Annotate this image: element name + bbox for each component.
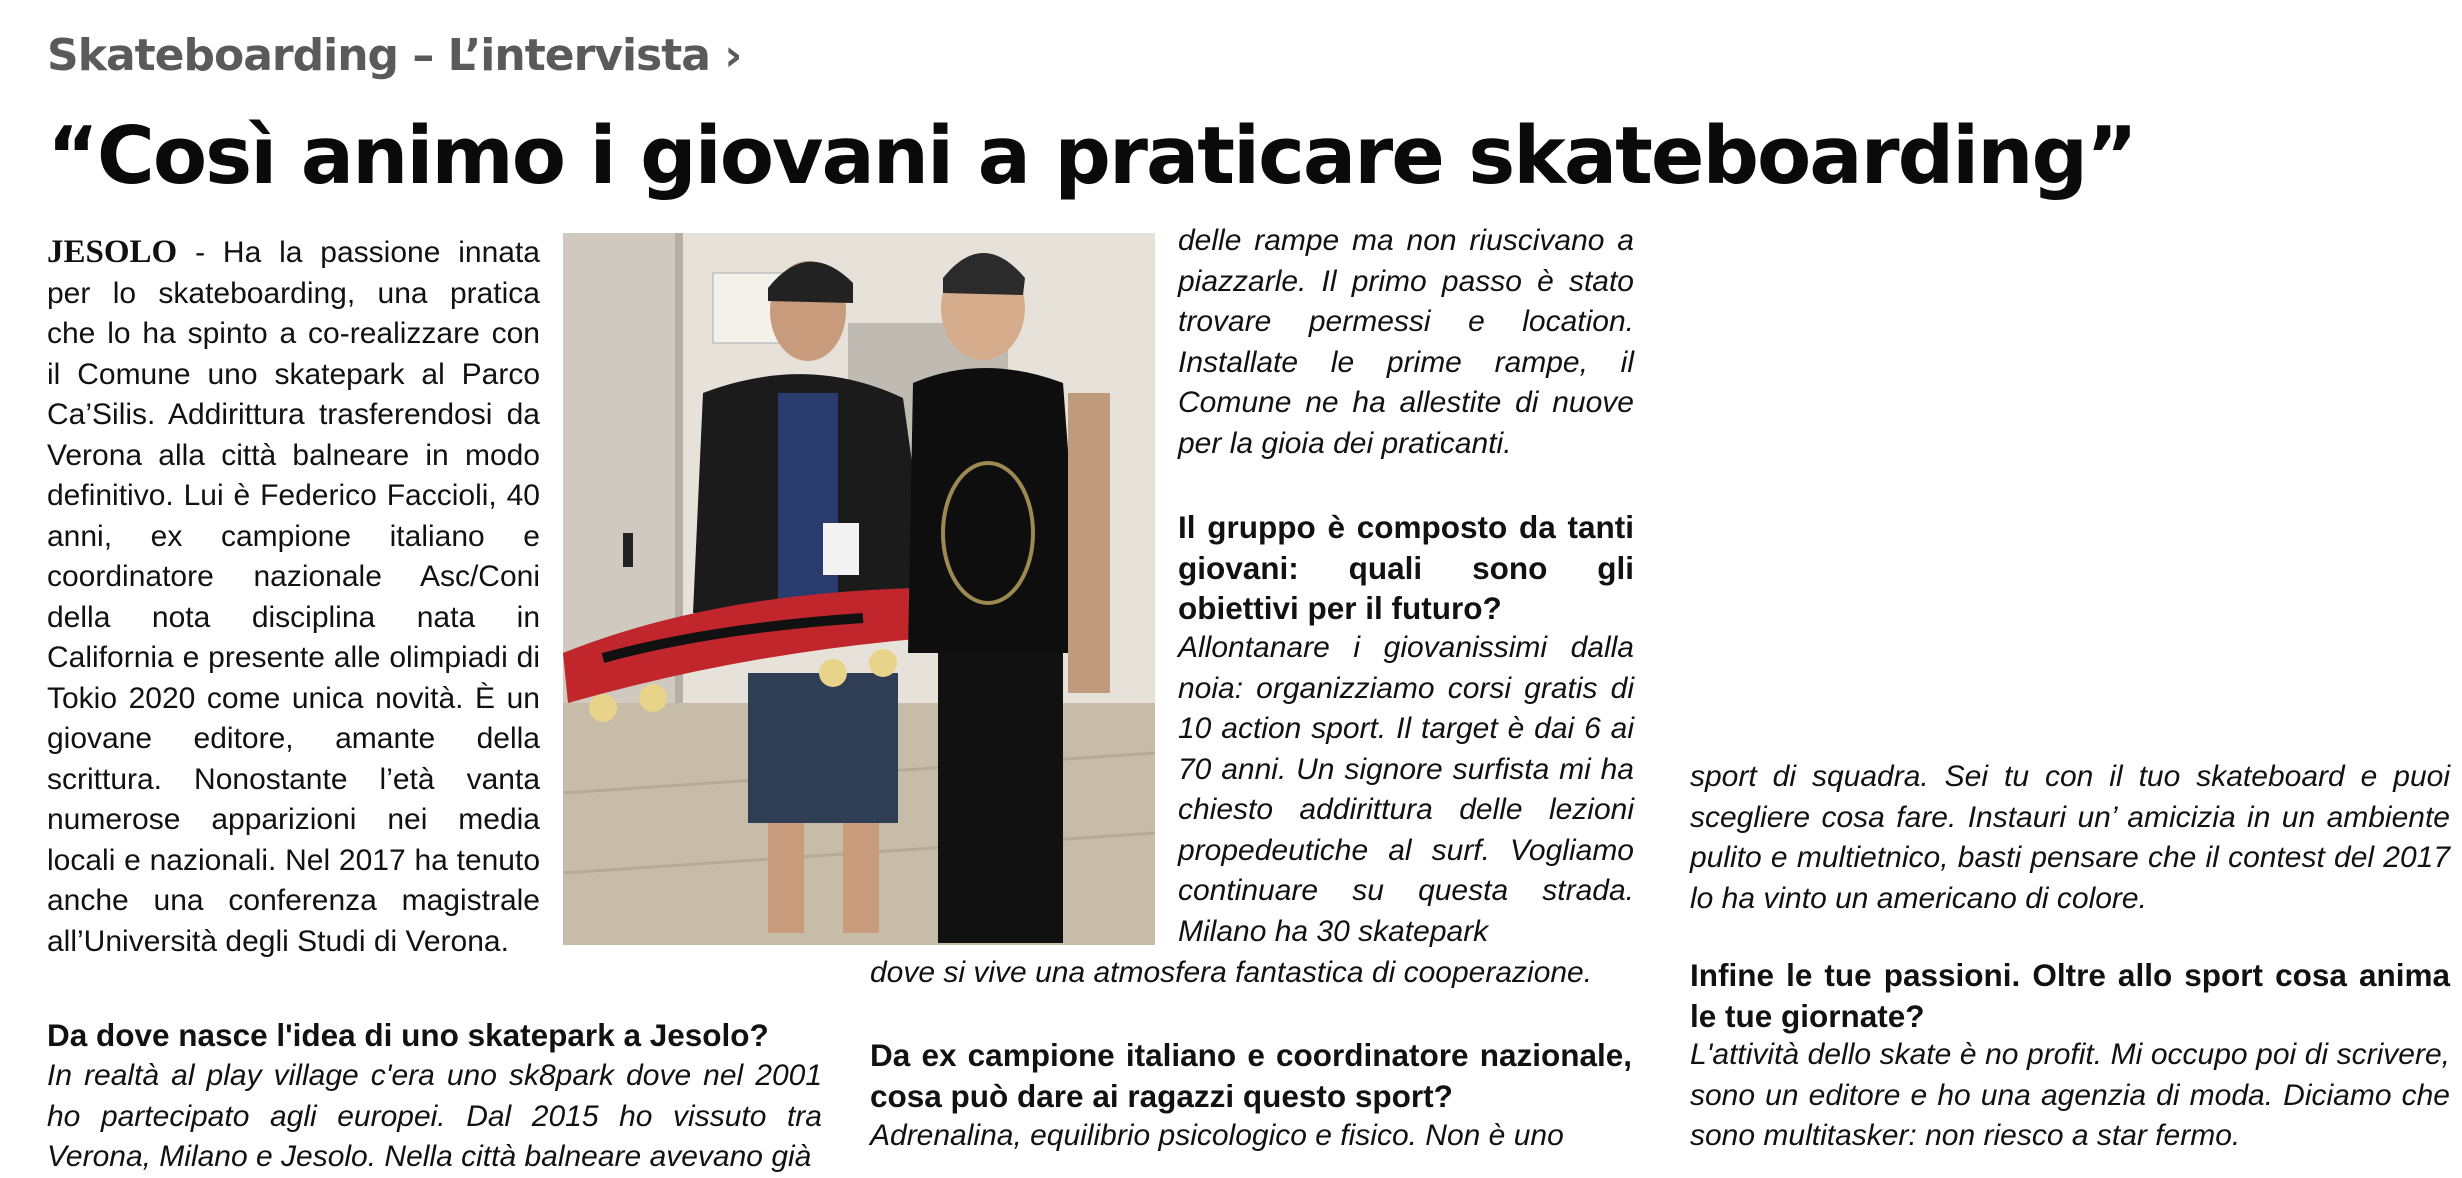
intro-text: - Ha la passione innata per lo skateboarding, una pratica che lo ha spinto a co-realizzare con il Comune uno skatepark al Parco Ca’Silis. Addirittura trasferendosi da Verona alla città balneare in modo definitivo. Lui è Federico Faccioli, 40 anni, ex campione italiano e coordinatore nazionale Asc/Coni della nota disciplina nata in California e presente alle olimpiadi di Tokio 2020 come unica novità. È un giovane editore, amante della scrittura. Nonostante l’età vanta numerose apparizioni nei media locali e nazionali. Nel 2017 ha tenuto anche una conferenza magistrale all’Università degli Studi di Verona. <box>47 236 540 958</box>
answer-4: L'attività dello skate è no profit. Mi occupo poi di scrivere, sono un editore e ho una agenzia di moda. Diciamo che sono multitasker: non riesco a star fermo. <box>1690 1038 2450 1152</box>
section-kicker: Skateboarding – L’intervista › <box>47 30 742 81</box>
answer-2-continued: dove si vive una atmosfera fantastica di cooperazione. <box>870 956 1593 989</box>
question-1: Da dove nasce l'idea di uno skatepark a Jesolo? <box>47 1017 769 1053</box>
answer-1-part-1: In realtà al play village c'era uno sk8park dove nel 2001 ho partecipato agli europei. Dal 2015 ho vissuto tra Verona, Milano e Jesolo. Nella città balneare avevano già <box>47 1059 822 1173</box>
question-2: Il gruppo è composto da tanti giovani: quali sono gli obiettivi per il futuro? <box>1178 509 1634 626</box>
answer-2: Allontanare i giovanissimi dalla noia: organizziamo corsi gratis di 10 action sport. Il target è dai 6 ai 70 anni. Un signore surfista mi ha chiesto addirittura delle lezioni propedeutiche al surf. Vogliamo continuare su questa strada. Milano ha 30 skatepark <box>1178 631 1634 948</box>
dateline: JESOLO <box>47 234 178 270</box>
intro-paragraph <box>47 232 540 962</box>
article-photo <box>563 233 1155 945</box>
article-headline: “Così animo i giovani a praticare skateboarding” <box>47 110 2136 202</box>
answer-3-part-2: sport di squadra. Sei tu con il tuo skateboard e puoi scegliere cosa fare. Instauri un’ amicizia in un ambiente pulito e multietnico, basti pensare che il contest del 2017 lo ha vinto un americano di colore. <box>1690 760 2450 915</box>
photo-illustration <box>563 233 1155 945</box>
question-3: Da ex campione italiano e coordinatore nazionale, cosa può dare ai ragazzi questo sport? <box>870 1037 1632 1114</box>
question-4: Infine le tue passioni. Oltre allo sport cosa anima le tue giornate? <box>1690 957 2450 1034</box>
answer-3-part-1: Adrenalina, equilibrio psicologico e fisico. Non è uno <box>870 1119 1564 1152</box>
answer-1-part-2: delle rampe ma non riuscivano a piazzarle. Il primo passo è stato trovare permessi e location. Installate le prime rampe, il Comune ne ha allestite di nuove per la gioia dei praticanti. <box>1178 224 1634 460</box>
